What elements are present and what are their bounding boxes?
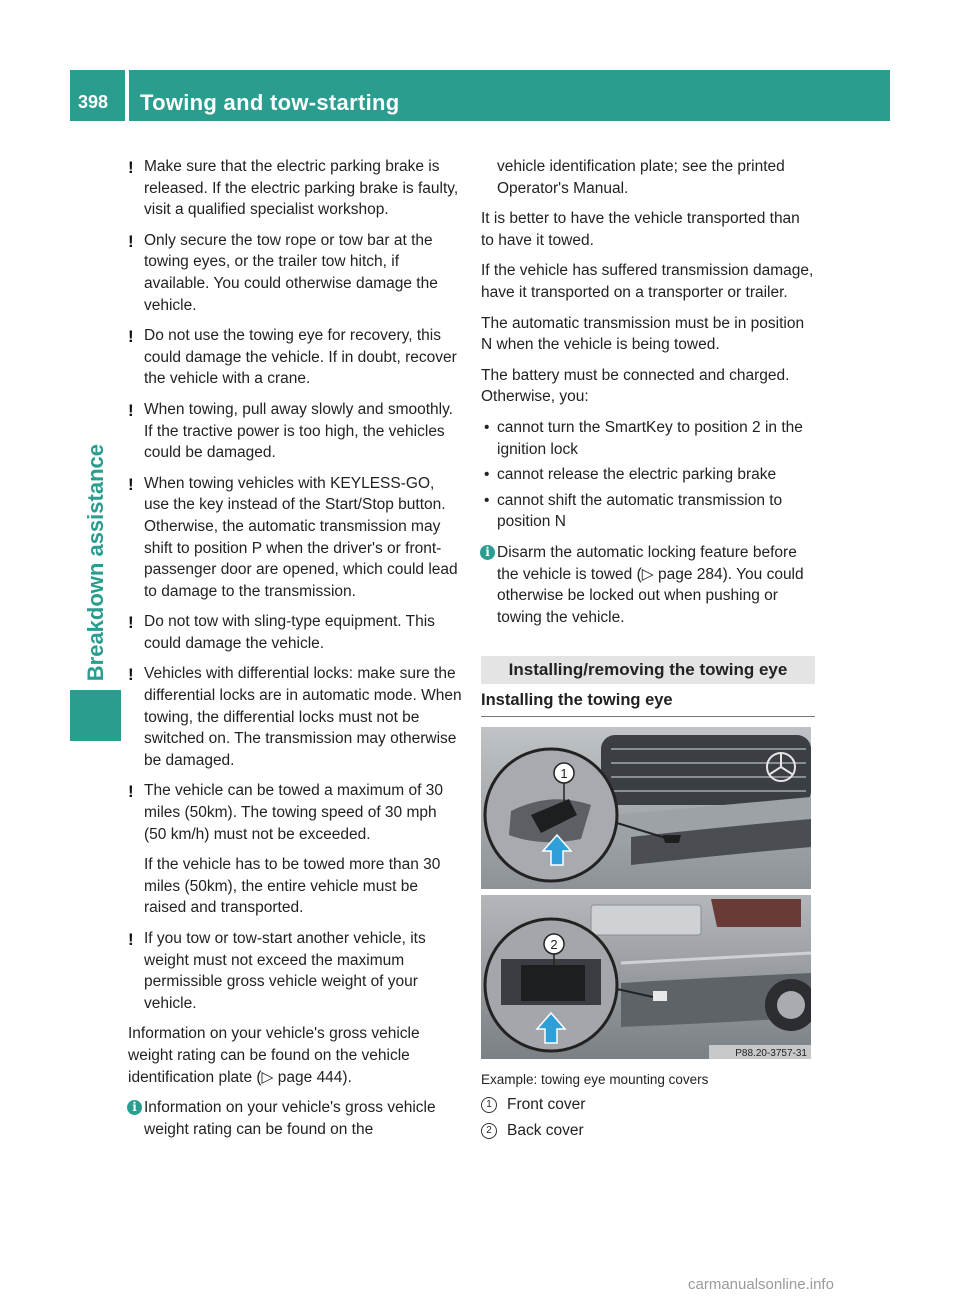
warning-text: Do not use the towing eye for recovery, this could damage the vehicle. If in doubt, recover the vehicle with a crane. [144,327,457,388]
info-note-locking-text: Disarm the automatic locking feature before the vehicle is towed (▷ page 284). You could otherwise be locked out when pushing or towing the vehicle. [497,543,804,626]
legend-label: Front cover [507,1096,586,1114]
legend-item [481,1120,815,1142]
info-note [128,1097,462,1140]
info-icon: i [127,1100,142,1115]
legend-label: Back cover [507,1122,584,1140]
warning-icon: ! [128,400,134,420]
body-paragraph: It is better to have the vehicle transported than to have it towed. [481,210,800,249]
warning-text: Make sure that the electric parking brake is released. If the electric parking brake is faulty, visit a qualified specialist workshop. [144,158,459,219]
warning-note [128,611,462,654]
warning-icon: ! [128,665,134,685]
bullet-item: • cannot shift the automatic transmission to position N [481,490,815,533]
image-code: P88.20-3757-31 [735,1047,807,1059]
header-separator [125,70,129,121]
callout-2: 2 [550,936,558,952]
section-heading: Installing/removing the towing eye [481,656,815,684]
page-number: 398 [78,92,109,112]
warning-text: If you tow or tow-start another vehicle, its weight must not exceed the maximum permissible gross vehicle weight of your vehicle. [144,930,426,1012]
right-column [481,156,815,1142]
page-title: Towing and tow-starting [140,90,400,115]
warning-icon: ! [128,930,134,949]
warning-icon: ! [128,327,134,347]
legend-item [481,1094,815,1116]
body-paragraph: If the vehicle has suffered transmission damage, have it transported on a transporter or trailer. [481,262,814,301]
legend-number: 2 [481,1123,497,1139]
warning-note [128,156,462,221]
warning-note [128,663,462,771]
warning-note [128,230,462,316]
warning-icon: ! [128,158,134,177]
warning-icon: ! [128,782,134,802]
warning-text: Do not tow with sling-type equipment. This could damage the vehicle. [144,613,435,652]
watermark: carmanualsonline.info [688,1276,834,1293]
left-column [128,156,462,1149]
warning-notes [128,156,462,1014]
warning-note [128,780,462,919]
side-chapter-label [70,121,121,681]
body-paragraph: The battery must be connected and charged. Otherwise, you: [481,366,790,406]
warning-note [128,928,462,1014]
warning-text: When towing, pull away slowly and smoothly. If the tractive power is too high, the vehicles could be damaged. [144,400,453,462]
legend [481,1094,815,1141]
image-caption: Example: towing eye mounting covers [481,1071,709,1087]
warning-text: The vehicle can be towed a maximum of 30 miles (50km). The towing speed of 30 mph (50 km/h) must not be exceeded. [144,782,443,843]
side-chapter-text: Breakdown assistance [82,443,108,681]
warning-text: When towing vehicles with KEYLESS-GO, use the key instead of the Start/Stop button. Otherwise, the automatic transmission may shift to position P when the driver's or front-passenger door are opened, which could lead to damage to the transmission. [144,474,458,600]
info-icon: i [480,545,495,560]
legend-number: 1 [481,1097,497,1113]
license-plate-area [591,905,701,935]
warning-note [128,325,462,390]
bullet-list [481,417,815,533]
warning-icon: ! [128,231,134,251]
photo-illustration [481,727,811,1059]
bullet-item: • cannot turn the SmartKey to position 2 in the ignition lock [481,417,815,460]
warning-text: Only secure the tow rope or tow bar at the towing eyes, or the trailer tow hitch, if available. You could otherwise damage the vehicle. [144,231,438,314]
warning-icon: ! [128,613,134,633]
towing-eye-photo [481,727,811,1059]
body-paragraphs [481,208,815,408]
warning-icon: ! [128,474,134,494]
warning-text: If the vehicle has to be towed more than 30 miles (50km), the entire vehicle must be raised and transported. [144,856,441,917]
body-paragraph: The automatic transmission must be in position N when the vehicle is being towed. [481,314,805,354]
sub-heading: Installing the towing eye [481,690,815,717]
warning-note [128,399,462,464]
gross-weight-paragraph: Information on your vehicle's gross vehicle weight rating can be found on the vehicle identification plate (▷ page 444). [128,1025,420,1086]
warning-text: Vehicles with differential locks: make sure the differential locks are in automatic mode. When towing, the differential locks must not be switched on. The transmission may otherwise be damaged. [144,665,462,769]
info-note-locking [481,542,815,628]
tail-light [711,899,801,927]
callout-1: 1 [560,765,568,781]
warning-note [128,473,462,603]
side-chapter-marker [70,690,121,741]
info-note-continuation: vehicle identification plate; see the printed Operator's Manual. [497,158,785,197]
front-grille [601,735,811,805]
info-note-text: Information on your vehicle's gross vehicle weight rating can be found on the [144,1099,436,1138]
bullet-item: • cannot release the electric parking brake [481,464,815,486]
